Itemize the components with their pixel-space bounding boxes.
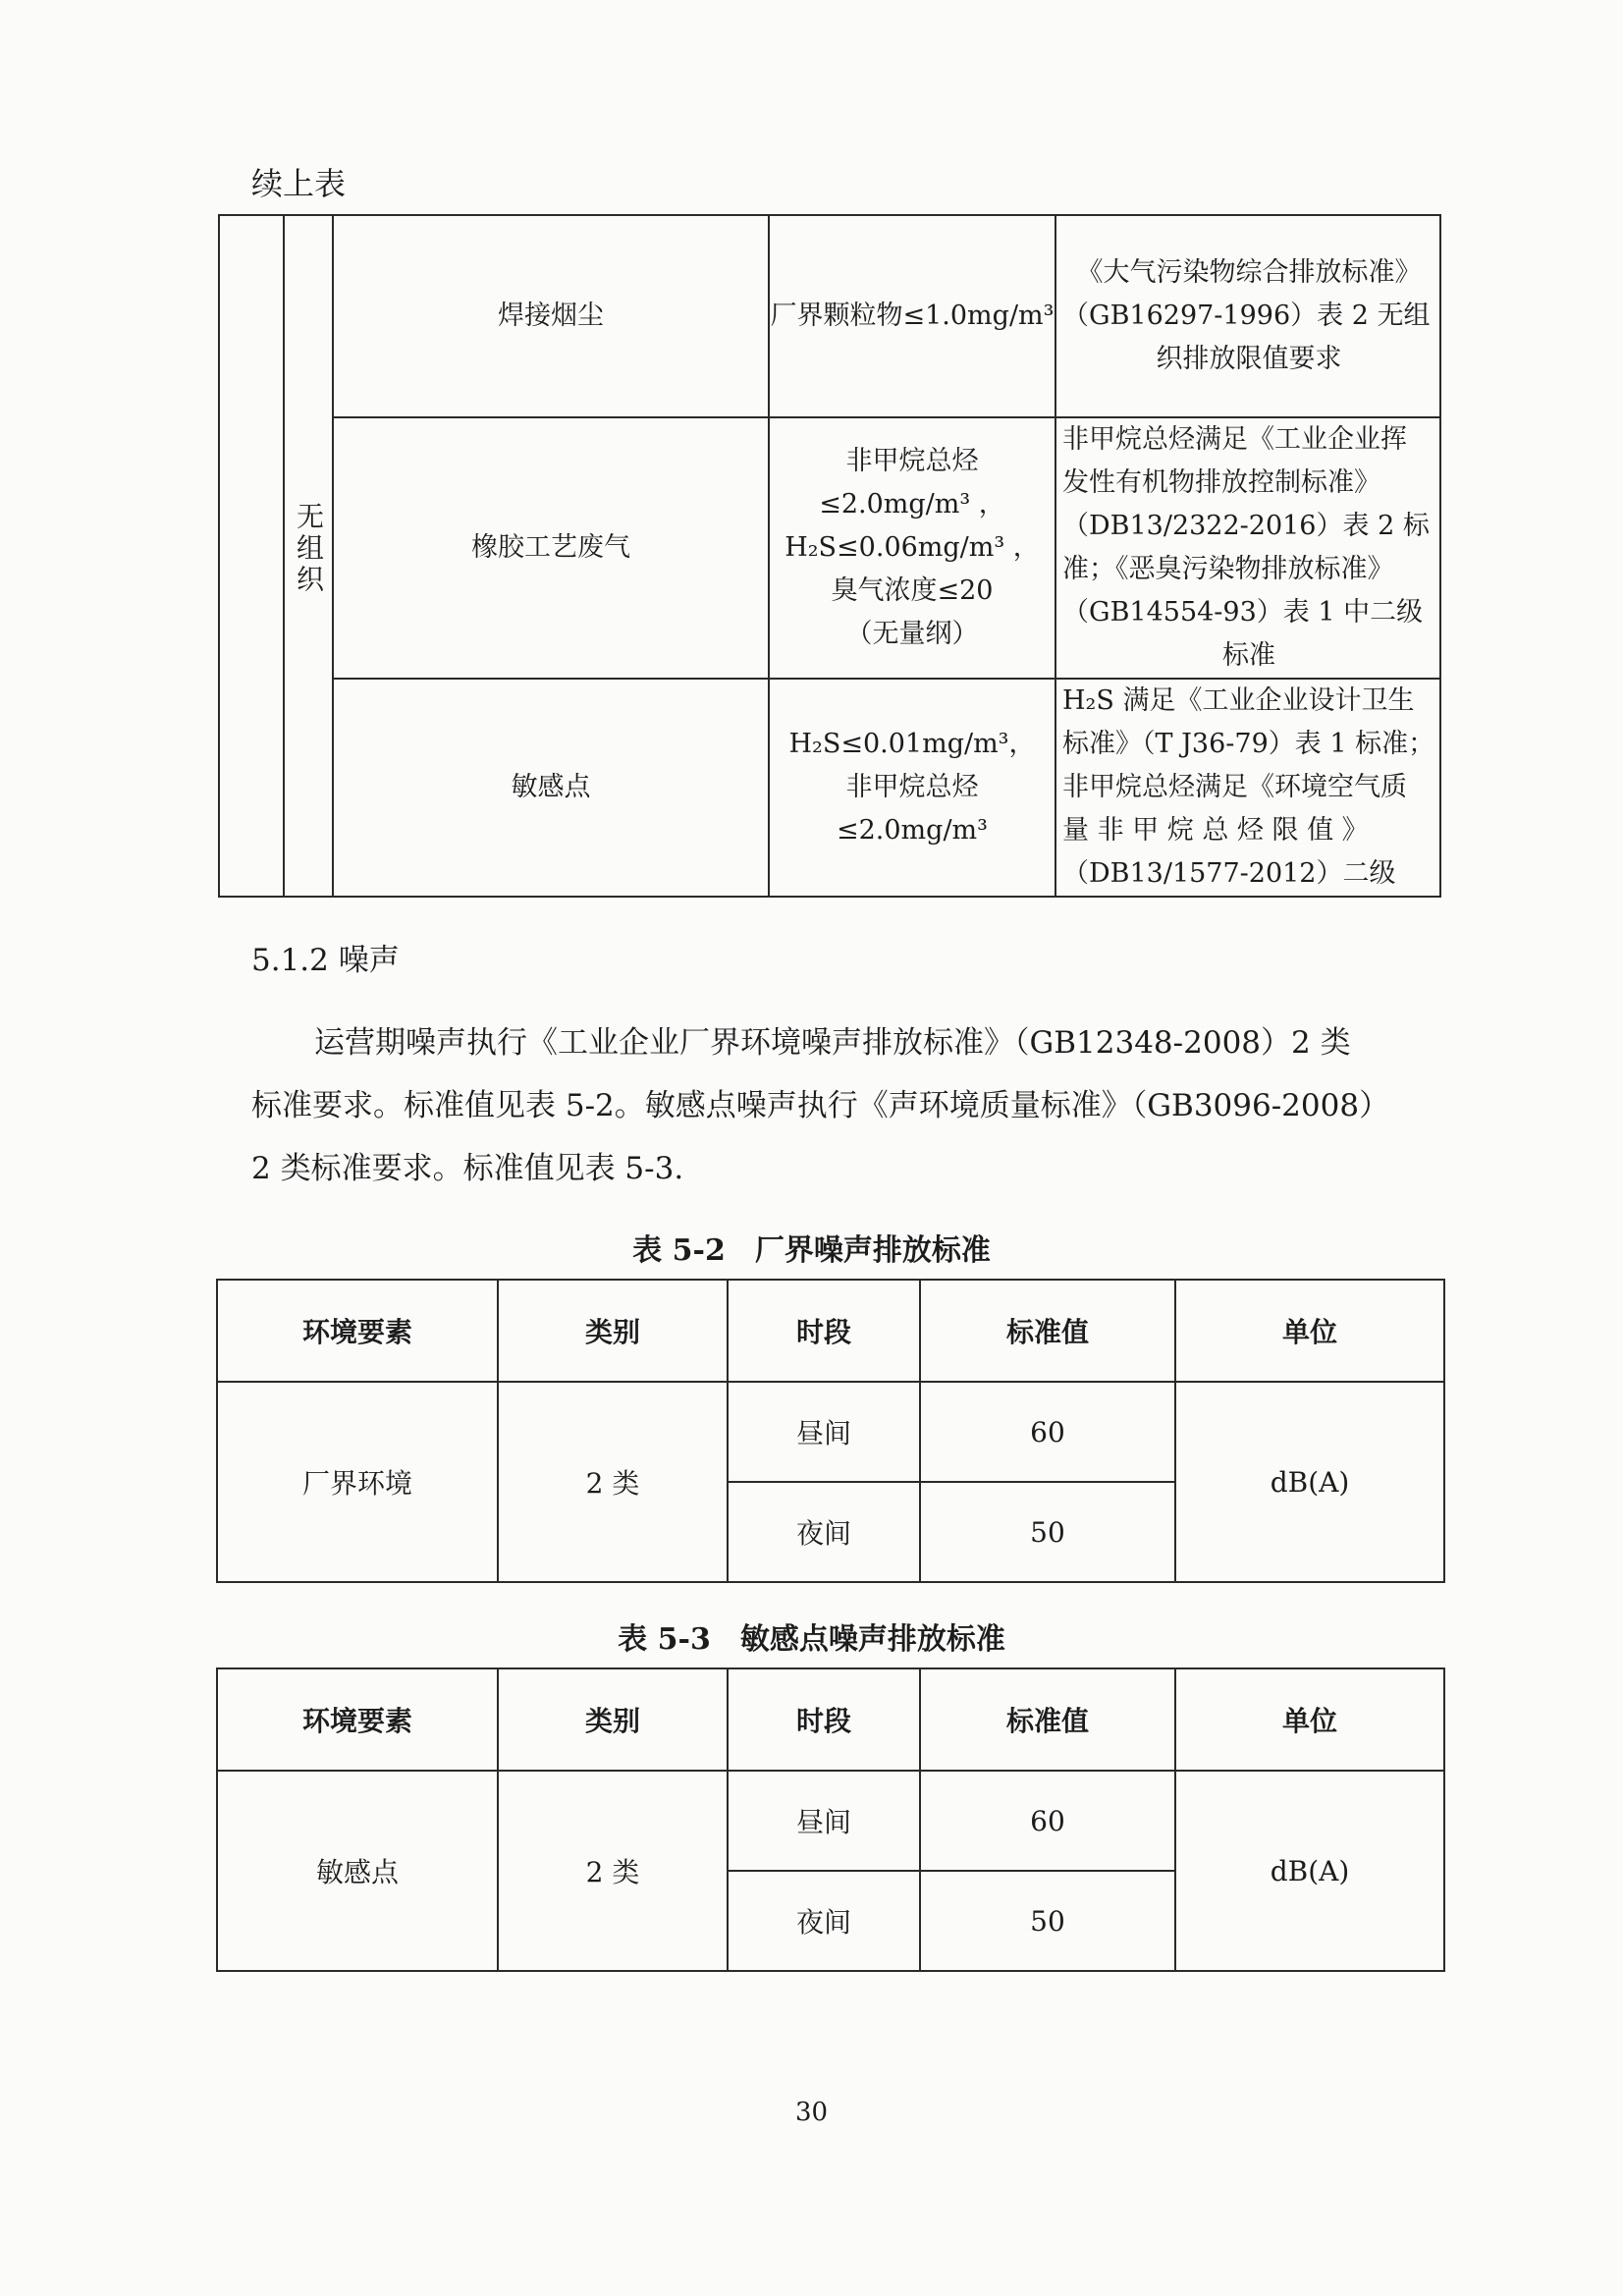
header-cell: 单位 xyxy=(1175,1668,1444,1771)
limit-line: H₂S≤0.01mg/m³， xyxy=(788,729,1036,759)
value-cell: 60 xyxy=(920,1382,1175,1482)
category-cell: 2 类 xyxy=(498,1771,728,1971)
paragraph-line: 标准要求。标准值见表 5-2。敏感点噪声执行《声环境质量标准》（GB3096-2008） xyxy=(251,1088,1390,1123)
period-cell: 昼间 xyxy=(728,1382,920,1482)
limit-line: H₂S≤0.06mg/m³ ， xyxy=(784,532,1040,563)
table-row xyxy=(219,679,1440,897)
group-label: 无组织 xyxy=(293,502,325,596)
header-cell: 标准值 xyxy=(920,1668,1175,1771)
table-5-3-caption: 表 5-3 敏感点噪声排放标准 xyxy=(618,1622,1005,1657)
table-row xyxy=(217,1382,1444,1482)
page-number: 30 xyxy=(794,2098,829,2127)
unit-cell: dB(A) xyxy=(1175,1382,1444,1582)
limit-line: ≤2.0mg/m³ ， xyxy=(819,489,1005,519)
standard-line: 《大气污染物综合排放标准》 xyxy=(1076,257,1422,288)
period-cell: 夜间 xyxy=(728,1871,920,1971)
category-cell: 2 类 xyxy=(498,1382,728,1582)
standard-line: （DB13/1577-2012）二级 xyxy=(1062,858,1396,889)
value-cell: 50 xyxy=(920,1482,1175,1582)
limit-line: 非甲烷总烃 xyxy=(845,446,979,476)
standard-line: 发性有机物排放控制标准》 xyxy=(1062,467,1380,498)
limit-line: 臭气浓度≤20 xyxy=(831,575,994,606)
table-header-row xyxy=(217,1280,1444,1382)
header-cell: 时段 xyxy=(728,1668,920,1771)
table-header-row xyxy=(217,1668,1444,1771)
standard-line: （GB14554-93）表 1 中二级 xyxy=(1062,597,1424,628)
value-cell: 50 xyxy=(920,1871,1175,1971)
header-cell: 环境要素 xyxy=(217,1280,498,1382)
standard-line: 准；《恶臭污染物排放标准》 xyxy=(1062,554,1394,584)
limit-line: （无量纲） xyxy=(845,619,979,649)
standard-line: 标准 xyxy=(1222,640,1275,671)
unit-cell: dB(A) xyxy=(1175,1771,1444,1971)
blank-cell xyxy=(219,215,284,897)
header-cell: 时段 xyxy=(728,1280,920,1382)
table-5-2 xyxy=(216,1279,1445,1583)
paragraph-line: 运营期噪声执行《工业企业厂界环境噪声排放标准》（GB12348-2008）2 类 xyxy=(314,1025,1351,1061)
item-cell: 橡胶工艺废气 xyxy=(333,417,769,679)
table-row xyxy=(219,417,1440,679)
limit-cell xyxy=(769,417,1055,679)
standard-line: （GB16297-1996）表 2 无组 xyxy=(1062,301,1431,331)
value-cell: 60 xyxy=(920,1771,1175,1871)
group-label-cell xyxy=(284,215,333,897)
header-cell: 环境要素 xyxy=(217,1668,498,1771)
limit-cell: 厂界颗粒物≤1.0mg/m³ xyxy=(769,215,1055,417)
paragraph-line: 2 类标准要求。标准值见表 5-3. xyxy=(251,1151,684,1186)
table-row xyxy=(217,1771,1444,1871)
element-cell: 敏感点 xyxy=(217,1771,498,1971)
period-cell: 夜间 xyxy=(728,1482,920,1582)
limit-line: 非甲烷总烃 xyxy=(845,772,979,802)
standard-line: 非甲烷总烃满足《环境空气质 xyxy=(1062,772,1407,802)
standard-cell xyxy=(1055,679,1440,897)
standard-line: 标准》（T J36-79）表 1 标准； xyxy=(1062,729,1435,759)
standard-cell xyxy=(1055,417,1440,679)
standard-line: H₂S 满足《工业企业设计卫生 xyxy=(1062,685,1415,716)
period-cell: 昼间 xyxy=(728,1771,920,1871)
standard-line: 织排放限值要求 xyxy=(1156,344,1342,374)
header-cell: 类别 xyxy=(498,1668,728,1771)
continued-label: 续上表 xyxy=(251,165,347,202)
element-cell: 厂界环境 xyxy=(217,1382,498,1582)
header-cell: 标准值 xyxy=(920,1280,1175,1382)
header-cell: 单位 xyxy=(1175,1280,1444,1382)
item-cell: 焊接烟尘 xyxy=(333,215,769,417)
standard-line: 非甲烷总烃满足《工业企业挥 xyxy=(1062,424,1407,455)
table-5-2-caption: 表 5-2 厂界噪声排放标准 xyxy=(632,1233,991,1268)
standard-line: （DB13/2322-2016）表 2 标 xyxy=(1062,511,1430,541)
item-cell: 敏感点 xyxy=(333,679,769,897)
header-cell: 类别 xyxy=(498,1280,728,1382)
emission-standards-continued-table xyxy=(218,214,1441,898)
section-heading: 5.1.2 噪声 xyxy=(251,943,400,978)
standard-cell xyxy=(1055,215,1440,417)
limit-cell xyxy=(769,679,1055,897)
limit-line: ≤2.0mg/m³ xyxy=(837,815,988,846)
table-5-3 xyxy=(216,1667,1445,1972)
table-row xyxy=(219,215,1440,417)
standard-line: 量 非 甲 烷 总 烃 限 值 》 xyxy=(1062,815,1369,846)
